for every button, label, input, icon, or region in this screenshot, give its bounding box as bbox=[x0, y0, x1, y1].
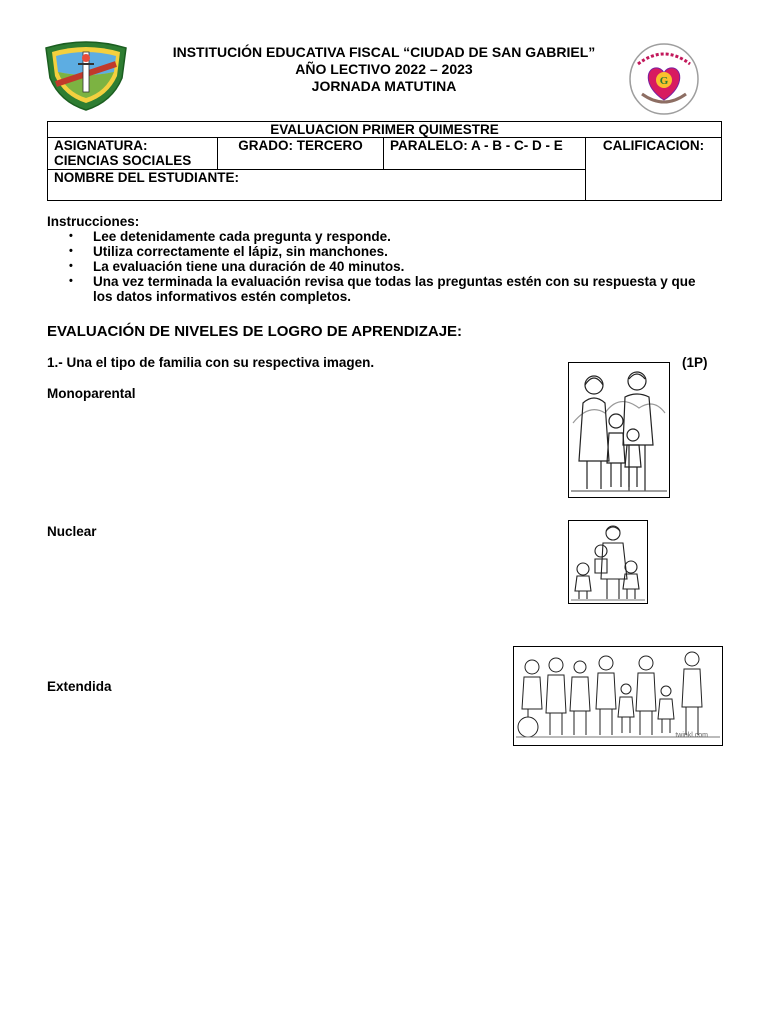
grade-cell: GRADO: TERCERO bbox=[218, 138, 384, 169]
instructions bbox=[47, 214, 707, 304]
instruction-item: • Una vez terminada la evaluación revisa que todas las preguntas estén con su respuesta y que los datos informativos estén completos. bbox=[47, 274, 707, 304]
option-nuclear[interactable]: Nuclear bbox=[47, 524, 97, 539]
school-year: AÑO LECTIVO 2022 – 2023 bbox=[295, 61, 473, 77]
question-1-text: 1.- Una el tipo de familia con su respectiva imagen. bbox=[47, 355, 375, 370]
instructions-list bbox=[47, 229, 707, 304]
instruction-item: • Lee detenidamente cada pregunta y responde. bbox=[47, 229, 707, 244]
family-mother-children-image[interactable] bbox=[568, 520, 648, 604]
subject-label: ASIGNATURA: bbox=[54, 138, 148, 154]
family-parents-children-image[interactable] bbox=[568, 362, 670, 498]
exam-title: EVALUACION PRIMER QUIMESTRE bbox=[48, 122, 722, 138]
instruction-item: • Utiliza correctamente el lápiz, sin manchones. bbox=[47, 244, 707, 259]
image-caption: twinkl.com bbox=[675, 732, 708, 739]
subject-value: CIENCIAS SOCIALES bbox=[54, 153, 192, 169]
institution-name: INSTITUCIÓN EDUCATIVA FISCAL “CIUDAD DE SAN GABRIEL” bbox=[172, 44, 596, 60]
instruction-item: • La evaluación tiene una duración de 40 minutos. bbox=[47, 259, 707, 274]
question-1-points: (1P) bbox=[682, 355, 708, 370]
option-extendida[interactable]: Extendida bbox=[47, 679, 112, 694]
student-info-table bbox=[47, 121, 722, 201]
extended-family-image[interactable] bbox=[513, 646, 723, 746]
score-cell[interactable]: CALIFICACION: bbox=[586, 138, 722, 201]
subject-cell bbox=[48, 138, 218, 169]
shift: JORNADA MATUTINA bbox=[311, 78, 457, 94]
heart-seal-icon bbox=[628, 42, 700, 116]
instructions-title: Instrucciones: bbox=[47, 214, 140, 229]
option-monoparental[interactable]: Monoparental bbox=[47, 386, 136, 401]
section-cell: PARALELO: A - B - C- D - E bbox=[384, 138, 586, 169]
section-title: EVALUACIÓN DE NIVELES DE LOGRO DE APRENDIZAJE: bbox=[47, 323, 463, 340]
heart-seal-logo bbox=[628, 42, 700, 116]
svg-text:G: G bbox=[659, 75, 669, 87]
student-name-field[interactable]: NOMBRE DEL ESTUDIANTE: bbox=[48, 169, 586, 200]
